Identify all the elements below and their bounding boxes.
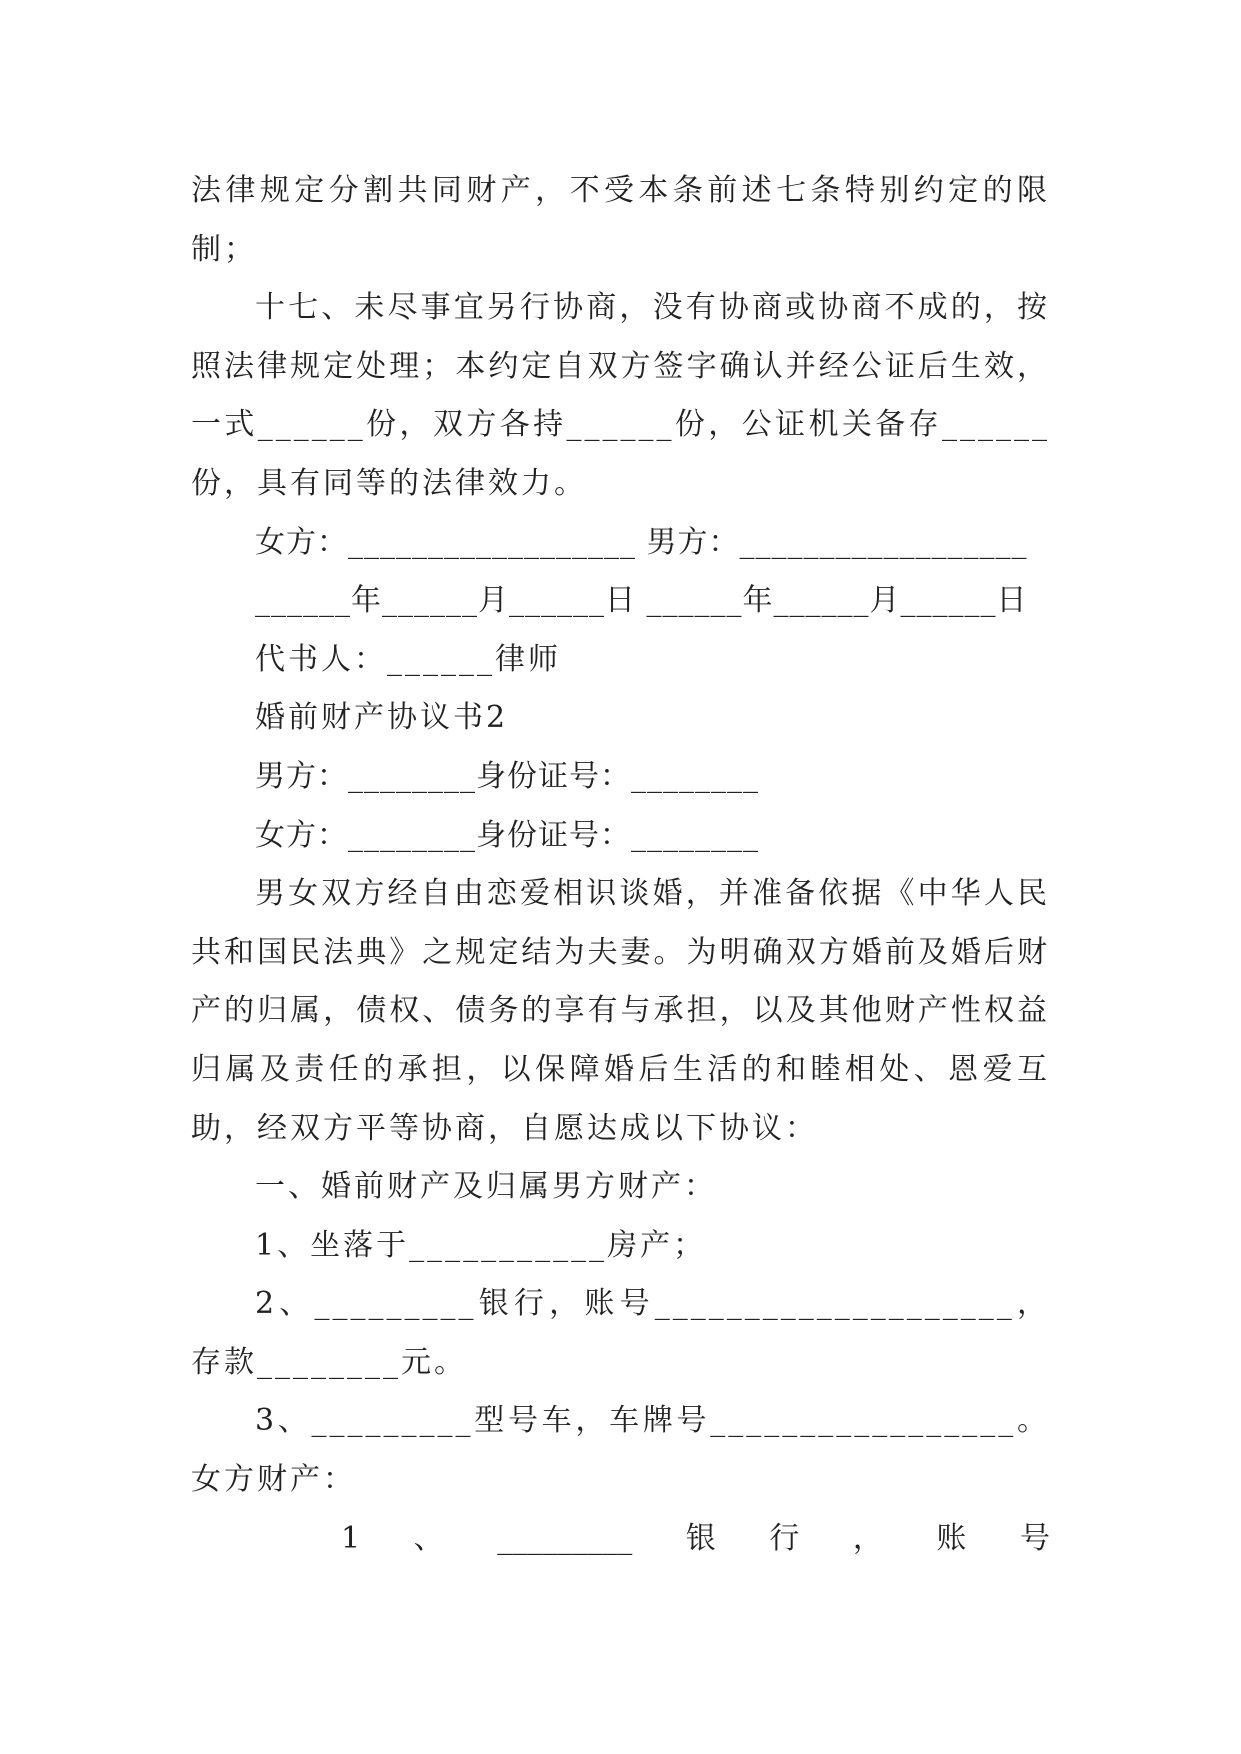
document-body bbox=[191, 162, 1050, 1568]
party-line: 男方：________身份证号：________ bbox=[255, 758, 759, 794]
paragraph: 代书人：______律师 bbox=[255, 641, 561, 677]
list-item: 1、_________银行，账号 bbox=[341, 1520, 1050, 1556]
list-item: 3、_________型号车，车牌号_________________。女方财产： bbox=[191, 1403, 1050, 1498]
paragraph: 十七、未尽事宜另行协商，没有协商或协商不成的，按照法律规定处理；本约定自双方签字确认并经公证后生效，一式______份，双方各持______份，公证机关备存______份，具有同等的法律效力。 bbox=[191, 290, 1050, 501]
paragraph: 男女双方经自由恋爱相识谈婚，并准备依据《中华人民共和国民法典》之规定结为夫妻。为明确双方婚前及婚后财产的归属，债权、债务的享有与承担，以及其他财产性权益归属及责任的承担，以保障婚后生活的和睦相处、恩爱互助，经双方平等协商，自愿达成以下协议： bbox=[191, 876, 1050, 1146]
paragraph: 法律规定分割共同财产，不受本条前述七条特别约定的限制； bbox=[191, 173, 1050, 267]
list-item: 2、_________银行，账号____________________，存款________元。 bbox=[191, 1286, 1050, 1380]
party-line: 女方：________身份证号：________ bbox=[255, 817, 759, 853]
paragraph: 一、婚前财产及归属男方财产： bbox=[255, 1169, 717, 1205]
list-item: 1、坐落于___________房产； bbox=[255, 1227, 707, 1263]
section-title: 婚前财产协议书2 bbox=[255, 700, 509, 736]
date-line: ______年______月______日 ______年______月______日 bbox=[255, 583, 1028, 619]
signature-line: 女方：__________________ 男方：__________________ bbox=[255, 524, 1028, 560]
